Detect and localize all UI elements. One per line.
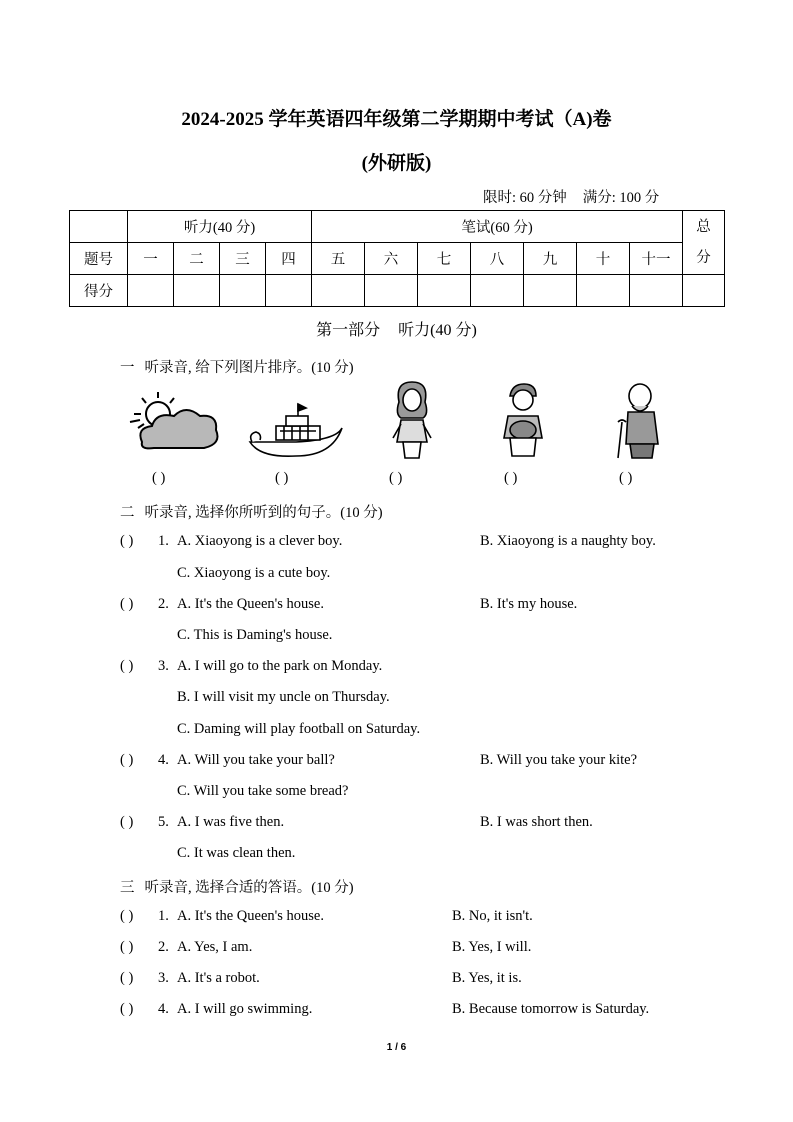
col-label: 一: [128, 243, 174, 275]
question-number-row: [70, 243, 725, 275]
pic-paren[interactable]: ( ): [152, 470, 166, 486]
question-number: 2.: [158, 596, 169, 612]
question-number: 5.: [158, 814, 169, 830]
option-a: A. Xiaoyong is a clever boy.: [177, 533, 343, 549]
total-header-line2: 分: [696, 249, 711, 266]
section3-num: 三: [120, 880, 135, 896]
answer-paren[interactable]: ( ): [120, 596, 134, 612]
answer-paren[interactable]: ( ): [120, 814, 134, 830]
option-b: B. Xiaoyong is a naughty boy.: [480, 533, 656, 549]
page-number: 1 / 6: [386, 1042, 407, 1053]
score-cell[interactable]: [577, 275, 630, 307]
part1-title: [0, 317, 793, 340]
option-c: C. Xiaoyong is a cute boy.: [177, 565, 331, 581]
section2-num: 二: [120, 505, 135, 521]
option-c: C. Will you take some bread?: [177, 783, 349, 799]
answer-paren[interactable]: ( ): [120, 658, 134, 674]
question-number: 3.: [158, 658, 169, 674]
option-b: B. No, it isn't.: [452, 908, 533, 924]
score-cell[interactable]: [630, 275, 683, 307]
question-number: 1.: [158, 533, 169, 549]
score-cell[interactable]: [683, 275, 725, 307]
question-number: 3.: [158, 970, 169, 986]
col-label: 五: [312, 243, 365, 275]
col-label: 八: [471, 243, 524, 275]
exam-subtitle: (外研版): [361, 153, 432, 174]
option-c: C. Daming will play football on Saturday.: [177, 721, 421, 737]
answer-paren[interactable]: ( ): [120, 533, 134, 549]
section3-heading: [120, 876, 354, 897]
score-cell[interactable]: [220, 275, 266, 307]
col-label: 十: [577, 243, 630, 275]
section1-num: 一: [120, 360, 135, 376]
writing-header: 笔试(60 分): [312, 211, 683, 243]
option-a: A. I was five then.: [177, 814, 285, 830]
section2-instruction: 听录音, 选择你所听到的句子。(10 分): [144, 505, 383, 521]
score-cell[interactable]: [471, 275, 524, 307]
question-number: 4.: [158, 752, 169, 768]
question-number: 4.: [158, 1001, 169, 1017]
sun-cloud-icon: [128, 388, 222, 456]
option-a: A. It's the Queen's house.: [177, 596, 324, 612]
col-label: 九: [524, 243, 577, 275]
part1-label: 第一部分: [316, 322, 381, 339]
row-label-number: 题号: [70, 243, 128, 275]
full-score: 满分: 100 分: [582, 190, 660, 206]
time-score-limits: [483, 186, 659, 207]
option-b: B. Because tomorrow is Saturday.: [452, 1001, 650, 1017]
total-header: [683, 211, 725, 275]
option-a: A. Yes, I am.: [177, 939, 253, 955]
grandpa-icon: [612, 380, 664, 460]
col-label: 二: [174, 243, 220, 275]
option-b: B. Yes, I will.: [452, 939, 532, 955]
pic-paren[interactable]: ( ): [275, 470, 289, 486]
question-number: 1.: [158, 908, 169, 924]
col-label: 四: [266, 243, 312, 275]
option-c: C. This is Daming's house.: [177, 627, 333, 643]
answer-paren[interactable]: ( ): [120, 1001, 134, 1017]
col-label: 三: [220, 243, 266, 275]
answer-paren[interactable]: ( ): [120, 939, 134, 955]
score-cell[interactable]: [174, 275, 220, 307]
score-cell[interactable]: [128, 275, 174, 307]
col-label: 七: [418, 243, 471, 275]
col-label: 十一: [630, 243, 683, 275]
boat-icon: [246, 402, 346, 460]
option-a: A. It's the Queen's house.: [177, 908, 324, 924]
option-b: B. I will visit my uncle on Thursday.: [177, 689, 390, 705]
score-cell[interactable]: [524, 275, 577, 307]
time-limit: 限时: 60 分钟: [483, 190, 567, 206]
option-b: B. Yes, it is.: [452, 970, 522, 986]
table-corner-cell: [70, 211, 128, 243]
question-number: 2.: [158, 939, 169, 955]
option-a: A. I will go to the park on Monday.: [177, 658, 383, 674]
option-b: B. I was short then.: [480, 814, 593, 830]
score-cell[interactable]: [418, 275, 471, 307]
section2-heading: [120, 501, 383, 522]
exam-title: 2024-2025 学年英语四年级第二学期期中考试（A)卷: [181, 109, 612, 130]
option-a: A. It's a robot.: [177, 970, 260, 986]
score-row: [70, 275, 725, 307]
answer-paren[interactable]: ( ): [120, 970, 134, 986]
pic-paren[interactable]: ( ): [389, 470, 403, 486]
section1-instruction: 听录音, 给下列图片排序。(10 分): [144, 360, 354, 376]
option-c: C. It was clean then.: [177, 845, 296, 861]
option-a: A. I will go swimming.: [177, 1001, 313, 1017]
part1-name: 听力(40 分): [398, 322, 477, 339]
row-label-score: 得分: [70, 275, 128, 307]
listening-header: 听力(40 分): [128, 211, 312, 243]
answer-paren[interactable]: ( ): [120, 752, 134, 768]
pic-paren[interactable]: ( ): [504, 470, 518, 486]
col-label: 六: [365, 243, 418, 275]
girl-icon: [389, 380, 435, 460]
option-a: A. Will you take your ball?: [177, 752, 335, 768]
score-cell[interactable]: [365, 275, 418, 307]
option-b: B. It's my house.: [480, 596, 578, 612]
section3-instruction: 听录音, 选择合适的答语。(10 分): [144, 880, 354, 896]
boy-icon: [498, 382, 548, 460]
score-cell[interactable]: [266, 275, 312, 307]
section1-heading: [120, 356, 354, 377]
score-cell[interactable]: [312, 275, 365, 307]
option-b: B. Will you take your kite?: [480, 752, 638, 768]
answer-paren[interactable]: ( ): [120, 908, 134, 924]
pic-paren[interactable]: ( ): [619, 470, 633, 486]
score-table: [69, 210, 725, 307]
total-header-line1: 总: [696, 218, 711, 235]
